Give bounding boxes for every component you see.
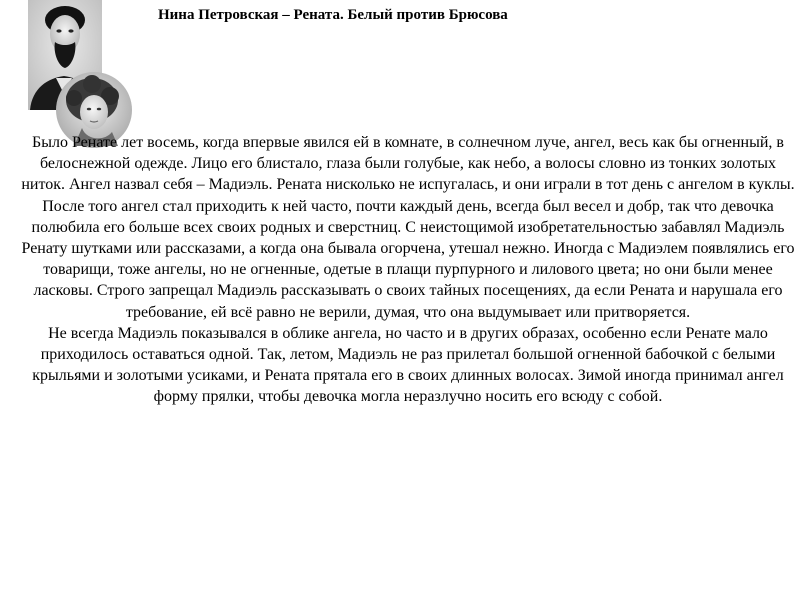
portraits-image	[22, 0, 142, 150]
paragraph-2: Не всегда Мадиэль показывался в облике ангела, но часто и в других образах, особенно если Ренате мало приходилось оставаться одной. Так, летом, Мадиэль не раз прилетал большой огненной бабочкой с белыми крыльями и золотыми усиками, и Рената прятала его в своих длинных волосах. Зимой иногда принимал ангел форму прялки, чтобы девочка могла неразлучно носить его всюду с собой.	[32, 324, 784, 406]
paragraph-1: Было Ренате лет восемь, когда впервые явился ей в комнате, в солнечном луче, ангел, весь как бы огненный, в белоснежной одежде. Лицо его блистало, глаза были голубые, как небо, а волосы словно из тонких золотых ниток. Ангел назвал себя – Мадиэль. Рената нисколько не испугалась, и они играли в тот день с ангелом в куклы. После того ангел стал приходить к ней часто, почти каждый день, всегда был весел и добр, так что девочка полюбила его больше всех своих родных и сверстниц. С неистощимой изобретательностью забавлял Мадиэль Ренату шутками или рассказами, а когда она бывала огорчена, утешал нежно. Иногда с Мадиэлем появлялись его товарищи, тоже ангелы, но не огненные, одетые в плащи пурпурного и лилового цвета; но они были менее ласковы. Строго запрещал Мадиэль рассказывать о своих тайных посещениях, да если Рената и нарушала его требование, ей всё равно не верили, думая, что она выдумывает или притворяется.	[21, 134, 795, 321]
page-title: Нина Петровская – Рената. Белый против Брюсова	[158, 7, 508, 23]
story-text	[20, 132, 796, 408]
